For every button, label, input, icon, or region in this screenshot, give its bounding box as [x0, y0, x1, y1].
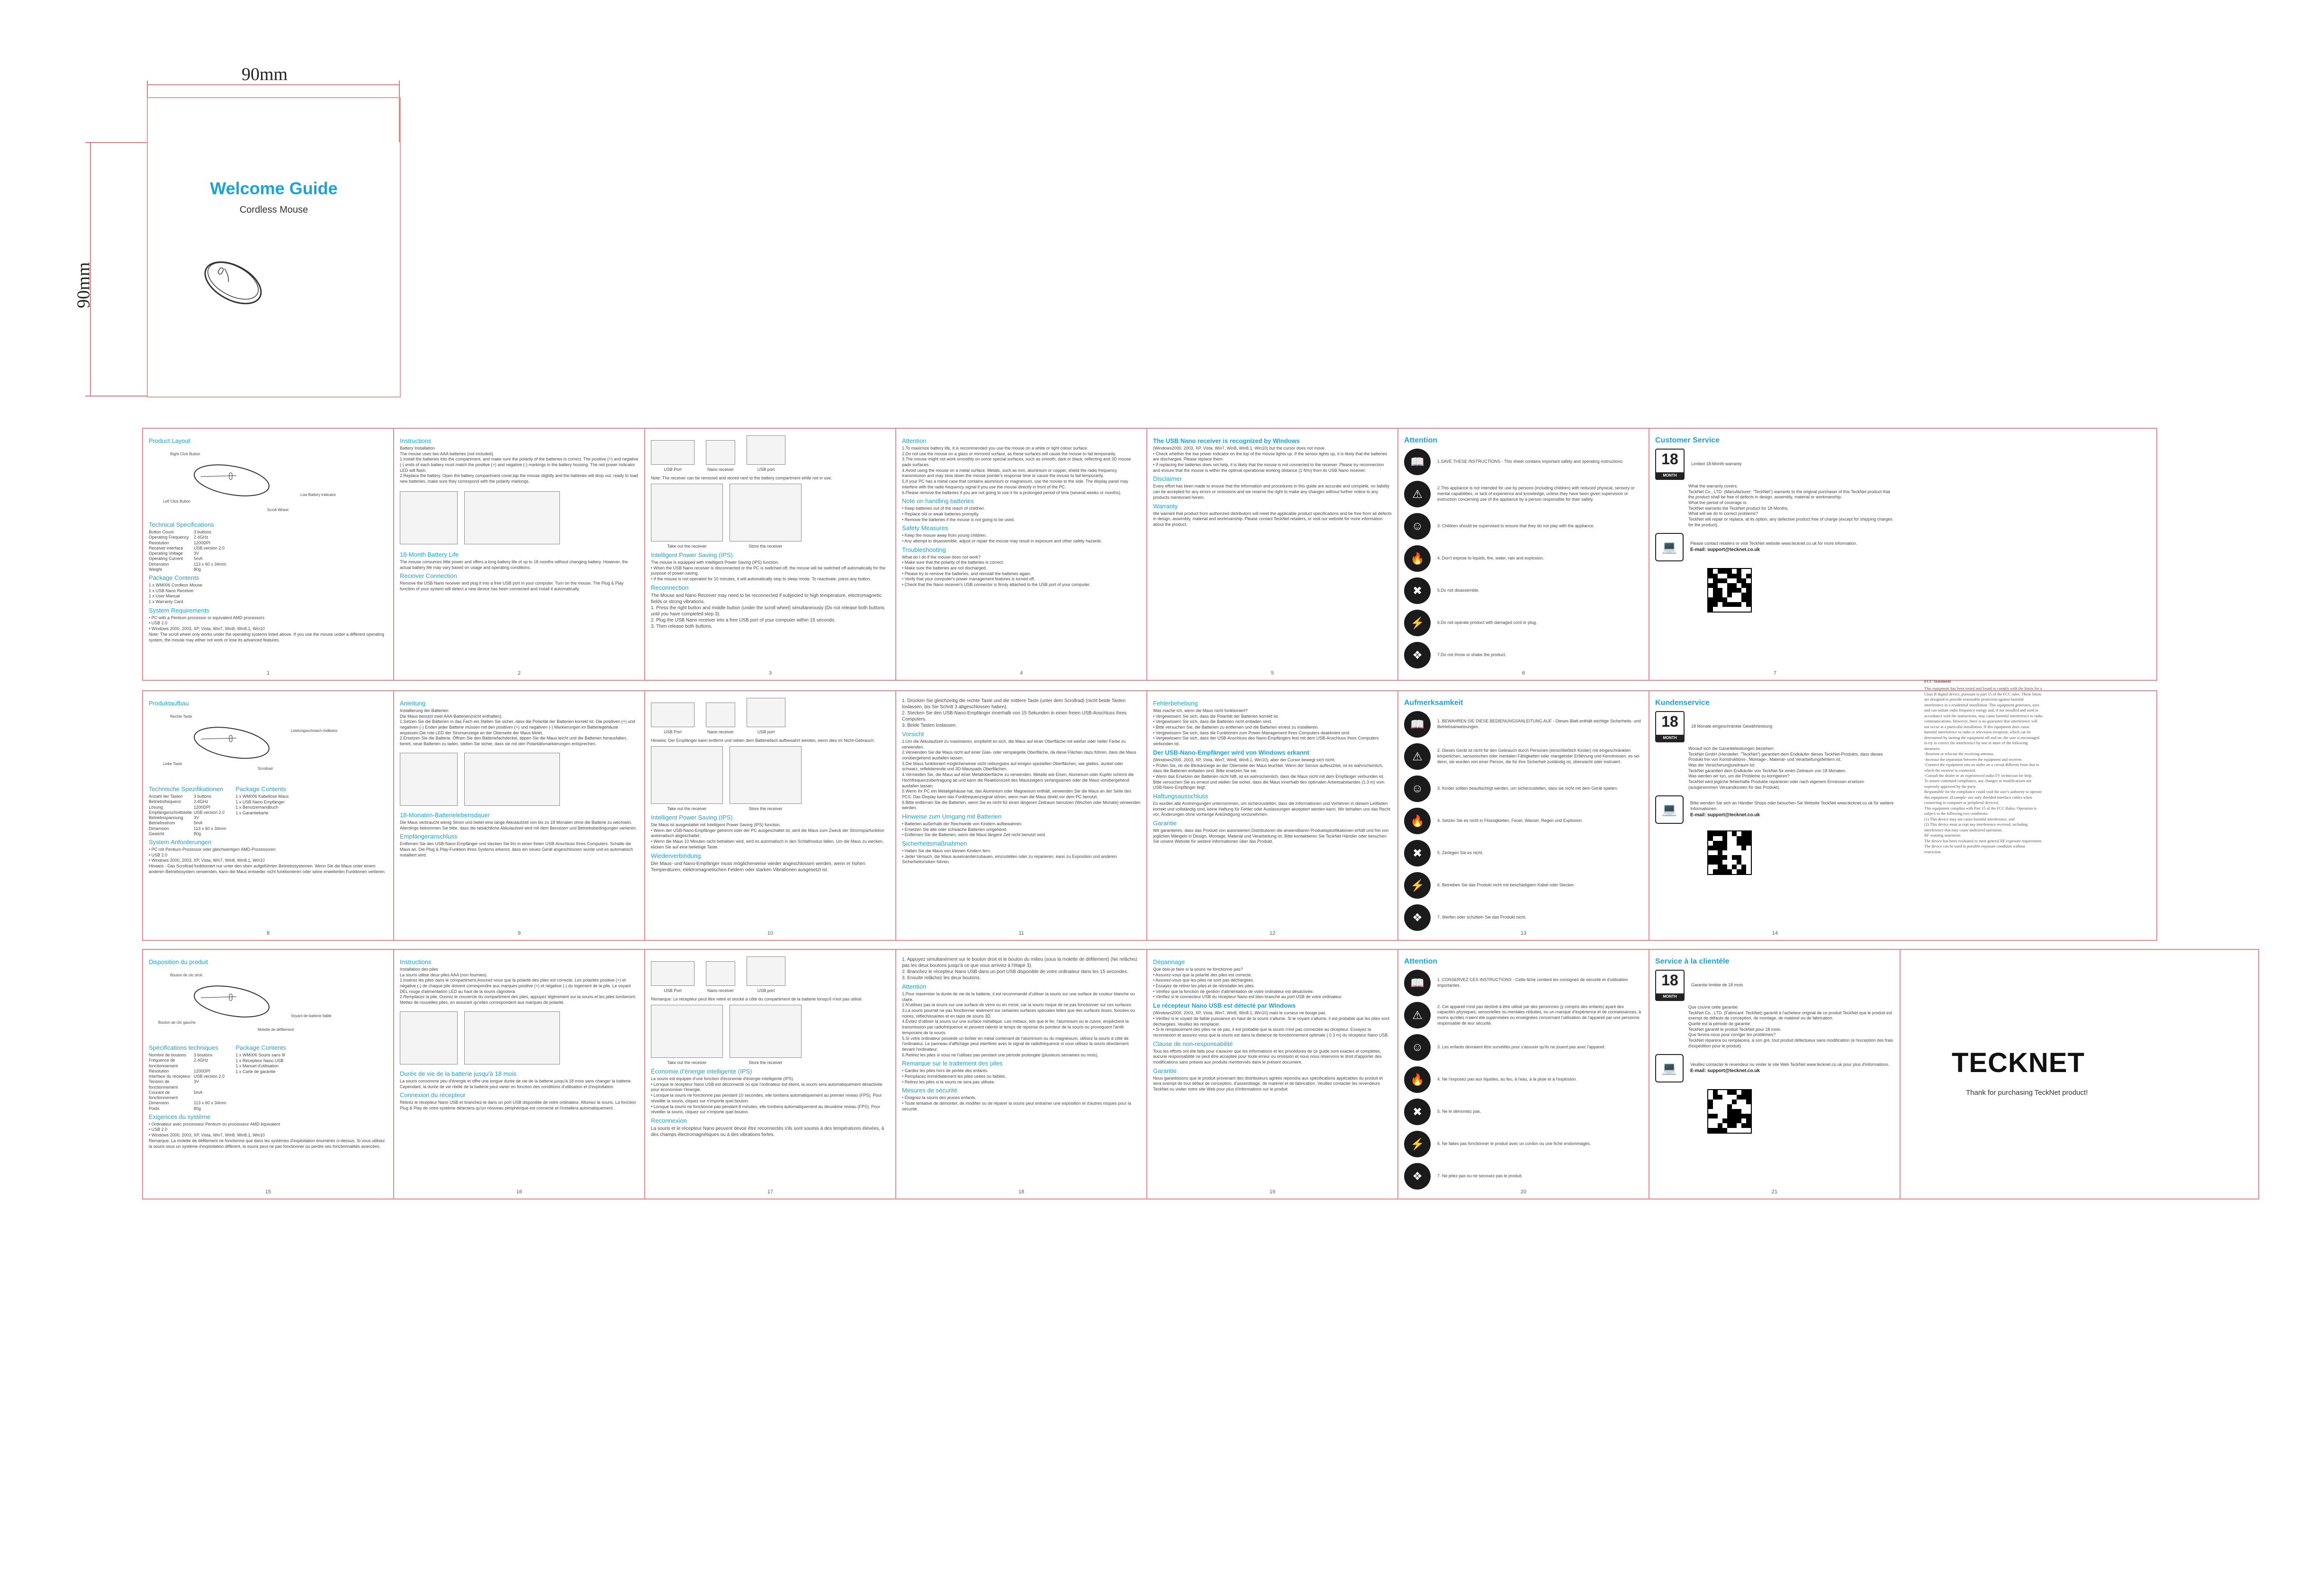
panel-safety-icons — [1398, 429, 1649, 680]
battery-image-2 — [464, 491, 560, 544]
fcc-title: FCC Statement — [1924, 679, 1951, 684]
specs-table: Nombre de boutons 3 boutons Fréquence de fonctionnement 2.4GHz Résolution 1200DPI Interface du récepteur USB version 2.0 Tension de fonctionnement 3V Courant de fonctionnement 5mA Dimension 113 x 60 x 34mm Poids 80g — [149, 1053, 226, 1111]
reconnection-title: Reconnexion — [651, 1117, 687, 1124]
receiver-conn-text: Entfernen Sie den USB-Nano-Empfänger und stecken Sie ihn in einen freien USB-Anschluss Ihres Computers. Schalte die Maus an. Die Plug & Play-Funktion Ihres Systems erkennt, dass ein neues Gerät angeschlossen wurde und es automatisch installiert wird. — [400, 841, 633, 857]
page-number: 20 — [1520, 1189, 1527, 1195]
mouse-top-view — [191, 978, 272, 1025]
safety-items: 📖 1.SAVE THESE INSTRUCTIONS - This sheet contains important safety and operating instructions. ⚠ 2.This appliance is not intended for use by persons (including children) with reduced physical, sensory or mental capabilities, or lack of experience and knowledge, unless they have been given supervision or instruction concerning use of the appliance by a person responsible for their safety. ☺ 3. Children should be supervised to ensure that they do not play with the appliance. 🔥 4. Don't expose to liquids, fire, water, rain and explosion. ✖ 5.Do not disassemble. ⚡ 6.Do not operate product with damaged cord or plug. ❖ 7.Do not throw or shake the product. — [1404, 449, 1643, 668]
package-list: 1 x WM006 Kabellose Maus 1 x USB Nano Empfänger 1 x Benutzerhandbuch 1 x Garantiekarte — [235, 794, 289, 816]
disclaimer-text: Es wurden alle Anstrengungen unternommen, um sicherzustellen, dass die Informationen und Verfahren in diesem Leitfaden korrekt und vollständig sind, keine Haftung für Fehler oder Auslassungen akzeptiert werden kann. Wir behalten uns das Recht vor, Änderungen ohne vorherige Ankündigung vorzunehmen. — [1153, 801, 1390, 817]
height-label: 90mm — [73, 262, 94, 308]
18-month-badge: 18 MONTH — [1655, 711, 1685, 742]
panel-recepteur — [645, 950, 896, 1199]
support-email[interactable]: E-mail: support@tecknet.co.uk — [1690, 1068, 1760, 1073]
page-number: 19 — [1269, 1189, 1276, 1195]
panel-disposition — [143, 950, 394, 1199]
panel-attention-fr — [896, 950, 1147, 1199]
callout-left-click: Left Click Button — [163, 499, 191, 504]
page-number: 4 — [1019, 670, 1023, 676]
warranty-title: Warranty — [1153, 502, 1178, 510]
disclaimer-title: Clause de non-responsabilité — [1153, 1040, 1233, 1047]
produktaufbau-title: Produktaufbau — [149, 700, 189, 707]
instructions-title: Instructions — [400, 437, 432, 444]
no-liquid-fire-icon: 🔥 — [1404, 1066, 1431, 1093]
receiver-images: Take out the receiver Store the receiver — [651, 746, 890, 812]
panel-instructions — [394, 429, 645, 680]
batteries-title: Hinweise zum Umgang mit Batterien — [902, 812, 1002, 820]
recognized-text: (Windows2000, 2003, XP, Vista, Win7, Win8, Win8.1, Win10) but the cursor does not move. • Check whether the low power indicator on the top of the mouse lights up. If the sensor lights up, it is likely that the batteries are discharged. Please replace them. • If replacing the batteries does not help, it is likely that the mouse is not connected to the receiver. Please try reconnection and ensure that the mouse is within the optimal operational working distance (1 ft/m) from its USB Nano receiver. — [1153, 446, 1388, 473]
contact-row: 💻 Bitte wenden Sie sich an Händler Shops oder besuchen Sie Website TeckNet www.tecknet.co.uk für weitere Informationen. E-mail: support@tecknet.co.uk — [1655, 795, 1895, 824]
page-number: 8 — [266, 930, 270, 936]
receiver-conn-title: Receiver Connection — [400, 572, 457, 580]
specs-table: Anzahl der Tasten 3 buttons Betriebsfrequenz 2.4GHz Lösung 1200DPI Empfängerschnittstelle USB version 2.0 Betriebsspannung 3V Betriebsstrom 5mA Dimension 113 x 60 x 34mm Gewicht 80g — [149, 794, 226, 836]
cover-panel — [147, 97, 401, 397]
troubleshooting-title: Troubleshooting — [902, 546, 946, 553]
system-list: • PC with a Pentium processor or equivalent AMD processors • USB 2.0 • Windows 2000, 2003, XP, Vista, Win7, Win8, Win8.1, Win10 Note: The scroll wheel only works under the operating systems listed above. If you use the mouse under a different operating system, the mouse may either not work or lose its advanced features. — [149, 615, 384, 642]
battery-image-1 — [400, 491, 458, 544]
english-row — [142, 428, 2157, 681]
ips-text: Die Maus ist ausgestattet mit Intelligent Power Saving (IPS) function. • Wenn der USB-Nano-Empfänger getrennt oder der PC ausgeschaltet ist, wird die Maus zum Zweck der Stromsparfunktion automatisch abgeschaltet. • Wenn die Maus 10 Minuten nicht betrieben wird, wird es automatisch in den Schlafmodus fallen. Um die Maus zu wecken, klicken Sie auf eine beliebige Taste. — [651, 822, 884, 849]
instructions-title: Instructions — [400, 958, 432, 965]
disclaimer-text: Tous les efforts ont été faits pour s'assurer que les informations et les procédures de ce guide sont exactes et complètes, aucune responsabilité ne peut être acceptée pour toute erreur ou omission et nous nous réservons le droit d'apporter des modifications sans préavis aux produits mentionnés dans le présent document. — [1153, 1048, 1382, 1064]
attention-title: Attention — [902, 437, 927, 444]
receiver-note: Note: The receiver can be removed and stored next to the battery compartment while not in use. — [651, 475, 832, 480]
depannage-title: Dépannage — [1153, 958, 1185, 965]
warranty-badge-row: 18 MONTH Limited 18-Month warranty — [1655, 449, 1895, 480]
warranty-title: Garantie — [1153, 1067, 1177, 1074]
mouse-diagram — [149, 447, 388, 518]
recognized-title: The USB Nano receiver is recognized by Windows — [1153, 437, 1300, 444]
panel-aufmerksamkeit — [1398, 691, 1649, 940]
qr-code — [1707, 830, 1752, 875]
recognized-list: (Windows2000, 2003, XP, Vista, Win7, Win8, Win8.1, Win10) mais le curseur ne bouge pas. • Vérifiez si le voyant de faible puissance en haut de la souris s'allume. Si le voyant s'allume, il est probable que les piles sont déchargées. Veuillez les remplacer. • Si le remplacement des piles ne se pas, il est probable que la souris n'est pas connectée au récepteur. Essayez la reconnexion et assurez-vous que la souris est dans la distance de fonctionnement optimale ( 0.3 m) du récepteur Nano USB. — [1153, 1010, 1389, 1037]
mouse-illustration — [200, 254, 266, 307]
no-throw-icon: ❖ — [1404, 1163, 1431, 1190]
instructions-text: Installation des piles La souris utilise deux piles AAA (non fournies). 1.Insérez les piles dans le compartiment,Assurez-vous que la polarité des piles est correcte. Les polarités positive (+) et négative (-) de chaque pile doivent correspondre aux marques positive (+) et négative (-) du logement de la pile. Le voyant DEL rouge d'alimentation LED au haut de la souris clignotera. 2.Remplacez la pile. Ouvrez le couvercle du compartiment des piles, appuyez légèrement sur la souris et les piles tomberont. Mettez de nouvelles piles, en assurant qu'elles correspondent aux marques de polarité. — [400, 967, 636, 1005]
callout-battery: Leistungsschwach-Indikator — [291, 729, 338, 733]
package-title: Package Contents — [149, 574, 199, 581]
battery-images — [400, 1011, 639, 1064]
anleitung-title: Anleitung — [400, 700, 426, 707]
panel-service-clientele — [1649, 950, 1901, 1199]
usb-diagram: USB Port Nano receiver USB port — [651, 698, 890, 735]
recognized-list: (Windows2000, 2003, XP, Vista, Win7, Win8, Win8.1, Win10), aber der Cursor bewegt sich nicht. • Prüfen Sie, ob die Blinkanzeige an der Oberseite der Maus leuchtet. Wenn der Sensor aufleuchtet, ist es wahrscheinlich, dass die Batterien entladen sind. Bitte ersetzen Sie sie. • Wenn das Ersetzen der Batterien nicht hilft, ist es wahrscheinlich, dass die Maus nicht mit dem Empfänger verbunden ist. Bitte versuchen Sie es erneut und stellen Sie sicher, dass die Maus innerhalb des optimalen Arbeitsabstandes (1.3 m) vom USB-Nano-Empfänger liegt. — [1153, 757, 1385, 790]
batteries-list: • Keep batteries out of the reach of children. • Replace old or weak batteries promptly. • Remove the batteries if the mouse is not going to be used. — [902, 506, 1015, 522]
no-throw-icon: ❖ — [1404, 904, 1431, 931]
depannage-list: Que dois-je faire si la souris ne fonctionne pas? • Assurez-vous que la polarité des piles est correcte. • Assurez-vous que les piles ne sont pas déchargées. • Essayez de retirer les piles et de réinstaller les piles. • Vérifiez que la fonction de gestion d'alimentation de votre ordinateur est désactivée. • Vérifiez si le connecteur USB du récepteur Nano est bien branché au port USB de votre ordinateur. — [1153, 967, 1343, 1000]
page-number: 21 — [1771, 1189, 1778, 1195]
no-throw-icon: ❖ — [1404, 642, 1431, 668]
system-title: System Anforderungen — [149, 839, 212, 846]
damaged-cord-icon: ⚡ — [1404, 610, 1431, 636]
disposition-title: Disposition du produit — [149, 958, 208, 965]
batteries-list: • Batterien außerhalb der Reichweite von Kindern aufbewahren. • Ersetzen Sie alte oder schwache Batterien umgehend. • Entfernen Sie die Batterien, wenn die Maus längere Zeit nicht benutzt wird. — [902, 821, 1046, 838]
cover-title: Welcome Guide — [210, 179, 338, 198]
callout-scroll: Molette de défilement — [258, 1028, 294, 1032]
receiver-conn-title: Connexion du récepteur — [400, 1091, 466, 1099]
person-warning-icon: ⚠ — [1404, 743, 1431, 770]
attention-icons-title: Attention — [1404, 436, 1438, 444]
panel-produktaufbau — [143, 691, 394, 940]
panel-kundenservice — [1649, 691, 1901, 940]
mouse-top-view — [191, 719, 272, 766]
page-number: 18 — [1018, 1189, 1025, 1195]
computer-icon: 💻 — [1655, 1054, 1684, 1082]
attention-title: Attention — [902, 983, 927, 990]
disclaimer-text: Every effort has been made to ensure that the information and procedures in this guide are accurate and complete, no liability can be accepted for any errors or omissions and we reserve the right to make any changes without further notice to any products mentioned herein. — [1153, 484, 1390, 500]
panel-recognized — [1147, 429, 1398, 680]
battery-life-title: 18-Monaten-Batterielebensdauer — [400, 811, 490, 819]
battery-life-text: Die Maus verbraucht wenig Strom und bietet eine lange Akkulaufzeit von bis zu 18 Monaten ohne die Batterie zu wechseln. Allerdings bekommen Sie bitte, dass die tatsächliche Akkulaufzeit wird mit dem Benutzerr und Betriebsbedingungen variieren. — [400, 820, 637, 830]
page-number: 7 — [1773, 670, 1777, 676]
specs-title: Technische Spezifikationen — [149, 785, 223, 793]
safety-title: Mesures de sécurité — [902, 1087, 958, 1094]
attention-icons-title: Attention — [1404, 957, 1438, 965]
specs-table: Button Count 3 buttons Operating Frequency 2.4GHz Resolution 1200DPI Receiver interface USB version 2.0 Operating Voltage 3V Operating Current 5mA Dimension 113 x 60 x 34mm Weight 80g — [149, 530, 226, 572]
ips-text: La souris est équipée d'une fonction d'économie d'énergie intelligente (IPS). • Lorsque le récepteur Nano USB est déconnecté ou que l'ordinateur est éteint, la souris sera automatiquement désactivée pour économiser l'énergie. • Lorsque la souris ne fonctionne pas pendant 10 secondes, elle tombera automatiquement au premier niveau (FPS). Pour réveiller la souris, cliquez sur n'importe quel bouton. • Lorsque la souris ne fonctionne pas pendant 8 minutes, elle tombera automatiquement au deuxième niveau (FPS). Pour réveiller la souris, cliquez sur n'importe quel bouton. — [651, 1076, 883, 1115]
page-number: 6 — [1522, 670, 1525, 676]
disclaimer-title: Disclaimer — [1153, 475, 1182, 483]
safety-list: • Éloignez la souris des jeunes enfants. • Toute tentative de démonter, de modifier ou de réparer la souris peut entraîner une exposition et d'autres risques pour la sécurité. — [902, 1095, 1131, 1111]
no-disassemble-icon: ✖ — [1404, 1099, 1431, 1125]
warranty-text: We warrant that product from authorized distributors will meet the applicable product specifications and be free from all defects in design, assembly, material and workmanship. Please contact TeckNet retailers, or visit our website for more information about the product. — [1153, 511, 1392, 527]
instructions-text: Battery Installation The mouse uses two AAA batteries (not included). 1.Install the batteries into the compartment, and make sure the polarity of the batteries is correct. The positive (+) and negative (-) ends of each battery must match the positive (+) and negative (-) markings in the battery housing. The red power indicator LED will flash. 2.Replace the battery. Open the battery compartment cover,tap the mouse slightly and the batteries will drop out, ready to load new batteries, make sure they correspond with the polarity markings. — [400, 446, 639, 484]
warranty-text: Nous garantissons que le produit provenant des distributeurs agréés répondra aux spécifications applicables du produit et sera exempt de tout défaut de conception, d'assemblage, de matériel et de fabrication. Veuillez contacter les revendeurs TeckNet ou visiter notre site Web pour plus d'informations sur le produit. — [1153, 1075, 1383, 1091]
page-number: 14 — [1772, 930, 1778, 936]
no-liquid-fire-icon: 🔥 — [1404, 808, 1431, 834]
specs-title: Technical Specifications — [149, 521, 215, 528]
service-clientele-title: Service à la clientèle — [1655, 957, 1730, 965]
panel-empfaenger — [645, 691, 896, 940]
page-number: 12 — [1269, 930, 1276, 936]
computer-icon: 💻 — [1655, 795, 1684, 824]
cover-subtitle: Cordless Mouse — [239, 205, 308, 215]
panel-anleitung — [394, 691, 645, 940]
page-number: 15 — [265, 1189, 271, 1195]
receiver-note: Remarque: Le récepteur peut être retiré et stocké à côté du compartiment de la batterie lorsqu'il n'est pas utilisé. — [651, 996, 863, 1001]
warranty-badge-row: 18 MONTH Garantie limitée de 18 mois — [1655, 970, 1894, 1001]
manual-icon: 📖 — [1404, 711, 1431, 738]
safety-title: Sicherheitsmaßnahmen — [902, 840, 967, 847]
battery-life-text: La souris consomme peu d'énergie et offre une longue durée de vie de la batterie jusqu'à 18 mois sans changer la batterie. Cependant, la durée de vie réelle de la batterie peut varier en fonction des conditions d'utilisation et d'exploitation. — [400, 1078, 632, 1089]
reconnection-text: The Mouse and Nano Receiver may need to be reconnected if subjected to high temperature, electromagnetic fields or strong vibrations. 1. Press the right button and middle button (under the scroll wheel) simultaneously (Do not release both buttons until you have completed step 3). 2. Plug the USB Nano receiver into a free USB port of your computer within 15 seconds. 3. Then release both buttons. — [651, 593, 885, 629]
page-number: 9 — [517, 930, 521, 936]
callout-left: Linke Taste — [163, 762, 182, 766]
page-number: 16 — [516, 1189, 523, 1195]
attention-list: 1.Pour maximiser la durée de vie de la batterie, il est recommandé d'utiliser la souris sur une surface de couleur blanche ou claire. 2.N'utilisez pas la souris sur une surface de verre ou en miroir, car la souris risque de ne pas fonctionner sur ces surfaces. 3.La souris pourrait ne pas fonctionner aisément sur certaines surfaces spéciales telles que des surfaces lisses, foncées ou noires, réfléchissantes et en tapis de souris 3D. 4.Évitez d'utiliser la souris sur une surface métallique. Les métaux, tels que le fer, l'aluminium ou le cuivre, empêchent la transmission par radiofréquence et peuvent ralentir le temps de réponse du pointeur de la souris ou provoquent l'arrêt temporaire de la souris. 5.Si votre ordinateur possède un boîtier en métal contenant de l'aluminium ou du magnésium, utilisez la souris à côté de l'ordinateur. Le panneau d'affichage peut interférer avec le signal de radiofréquence si vous utilisez la souris directement devant l'ordinateur. 6.Retirez les piles si vous ne l'utilisez pas pendant une période prolongée (plusieurs semaines ou mois). — [902, 992, 1135, 1057]
page-number: 17 — [767, 1189, 774, 1195]
receiver-conn-title: Empfängeranschluss — [400, 833, 458, 840]
safety-items: 📖 1. CONSERVEZ CES INSTRUCTIONS - Cette fiche contient les consignes de sécurité et d'utilisation importantes. ⚠ 2. Cet appareil n'est pas destiné à être utilisé par des personnes (y compris des enfants) ayant des capacités physiques, sensorielles ou mentales réduites, ou un manque d'expérience et de connaissances, à moins qu'elles n'aient été supervisées ou enseignées concernant l'utilisation de l'appareil par une personne responsable de leur sécurité. ☺ 3. Les enfants devraient être surveillés pour s'assurer qu'ils ne jouent pas avec l'appareil. 🔥 4. Ne l'exposez pas aux liquides, au feu, à l'eau, à la pluie et à l'explosion. ✖ 5. Ne le démontez pas. ⚡ 6. Ne faites pas fonctionner le produit avec un cordon ou une fiche endommagés. ❖ 7. Ne jetez pas ou ne secouez pas le produit. — [1404, 970, 1643, 1190]
fcc-statement: FCC Statement This equipment has been tested and found to comply with the limits for a Class B digital device, pursuant to part 15 of the FCC rules. These limits are designed to provide reasonable protection against harmful interference in a residential installation. This equipment generates, uses and can radiate radio frequency energy and, if not installed and used in accordance with the instructions, may cause harmful interference to radio communications. However, there is no guarantee that interference will not occur in a particular installation. If this equipment does cause harmful interference to radio or television reception, which can be determined by turning the equipment off and on, the user is encouraged to try to correct the interference by one or more of the following measures: -Reorient or relocate the receiving antenna. -Increase the separation between the equipment and receiver. -Connect the equipment into an outlet on a circuit different from that to which the receiver is connected. -Consult the dealer or an experienced radio/TV technician for help. To assure continued compliance, any changes or modifications not expressly approved by the party. Responsible for the compliance could void the user's authority to operate this equipment. (Example- use only shielded interface cables when connecting to computer or peripheral devices) This equipment complies with Part 15 of the FCC Rules. Operation is subject to the following two conditions: (1) This device may not cause harmful interference, and (2) This device must accept any interference received, including interference that may cause undesired operation. RF warning statement: The device has been evaluated to meet general RF exposure requirement. The device can be used in portable exposure condition without restriction. — [1924, 679, 2043, 854]
mouse-top-view — [191, 457, 272, 504]
manual-icon: 📖 — [1404, 970, 1431, 996]
batteries-title: Note on handling batteries — [902, 497, 974, 505]
ips-text: The mouse is equipped with Intelligent Power Saving (IPS) function. • When the USB Nano receiver is disconnected or the PC is switched off, the mouse will be switched off automatically for the purpose of power-saving. • If the mouse is not operated for 10 minutes, it will automatically stop to sleep mode. To reactivate, press any button. — [651, 560, 886, 582]
product-layout-title: Product Layout — [149, 437, 190, 444]
callout-battery: Voyant de batterie faible — [291, 1014, 332, 1018]
battery-life-text: The mouse consumes little power and offers a long battery life of up to 18 months without changing battery. However, the actual battery life may vary based on usage and operating conditions. — [400, 559, 628, 570]
system-title: Exigences du système — [149, 1113, 211, 1120]
panel-depannage — [1147, 950, 1398, 1199]
callout-scroll-wheel: Scroll Wheel — [267, 508, 288, 512]
support-email[interactable]: E-mail: support@tecknet.co.uk — [1690, 812, 1760, 818]
page-number: 11 — [1018, 930, 1024, 936]
page-number: 10 — [767, 930, 774, 936]
callout-scroll: Scrollrad — [258, 766, 273, 771]
system-list: • Ordinateur avec processeur Pentium ou processeur AMD équivalent • USB 2.0 • Windows 2000, 2003, XP, Vista, Win7, Win8, Win8.1, Win10 Remarque: La molette de défilement ne fonctionne que dans les systèmes d'exploitation énumérés ci-dessus. Si vous utilisez la souris sous un système d'exploitation différent, la souris peut ne pas fonctionner ou perdre ses fonctionnalités avancées. — [149, 1121, 385, 1149]
warranty-details: Que couvre cette garantie: TeckNet Co., LTD. (Fabricant: TeckNet) garantit à l'acheteur original de ce produit TeckNet que le produit est exempt de défauts de conception, de montage, de matériel ou de fabrication. Quelle est la période de garantie: TeckNet garantit le produit TeckNet pour 18 mois. Que ferons-nous pour corriger les problèmes? TeckNet réparera ou remplacera, à son gré, tout produit défectueux sans modification (à l'exception des frais d'expédition pour le produit). — [1688, 1005, 1893, 1048]
safety-items: 📖 1. BEWAHREN SIE DIESE BEDIENUNGSANLEITUNG AUF - Dieses Blatt enthält wichtige Sicherheits- und Betriebsanweisungen. ⚠ 2. Dieses Gerät ist nicht für den Gebrauch durch Personen (einschließlich Kinder) mit eingeschränkten körperlichen, sensorischen oder mentalen Fähigkeiten oder mangelnder Erfahrung und Kenntnissen, es sei denn, sie wurden von einer Person, die für ihre Sicherheit zuständig ist, überwacht oder instruiert. ☺ 3. Kinder sollten beaufsichtigt werden, um sicherzustellen, dass sie nicht mit dem Gerät spielen. 🔥 4. Setzen Sie es nicht in Flüssigkeiten, Feuer, Wasser, Regen und Explosion. ✖ 5. Zerlegen Sie es nicht. ⚡ 6. Betreiben Sie das Produkt nicht mit beschädigtem Kabel oder Stecker. ❖ 7. Werfen oder schütteln Sie das Produkt nicht. — [1404, 711, 1643, 931]
system-title: System Requirements — [149, 606, 209, 614]
receiver-conn-text: Retirez le récepteur Nano USB et branchez-le dans un port USB disponible de votre ordinateur. Allumez la souris. La fonction Plug & Play de votre système détectera qu'un nouveau périphérique est connecté et l'installera automatiquement. — [400, 1100, 636, 1110]
french-row — [142, 949, 2259, 1199]
receiver-images: Take out the receiver Store the receiver — [651, 484, 890, 550]
reconnection-steps: 1. Drücken Sie gleichzeitig die rechte Taste und die mittlere Taste (unter dem Scrollrad) (nicht beide Tasten loslassen, bis Sie Schritt 3 abgeschlossen haben). 2. Stecken Sie den USB-Nano-Empfänger innerhalb von 15 Sekunden in einen freien USB-Anschluss Ihres Computers. 3. Beide Tasten loslassen. — [902, 698, 1127, 728]
batteries-list: • Gardez les piles hors de portée des enfants. • Remplacez immédiatement les piles usées ou faibles. • Retirez les piles si la souris ne sera pas utilisée. — [902, 1068, 1006, 1084]
page-number: 13 — [1520, 930, 1527, 936]
qr-code — [1707, 568, 1752, 613]
mouse-diagram — [149, 968, 388, 1039]
damaged-cord-icon: ⚡ — [1404, 872, 1431, 899]
page-number: 1 — [266, 670, 270, 676]
safety-title: Safety Measures — [902, 524, 948, 532]
safety-list: • Halten Sie die Maus von kleinen Kindern fern. • Jeder Versuch, die Maus auseinanderzubauen, einzustellen oder zu reparieren, kann zu Exposition und anderen Sicherheitsrisiken führen. — [902, 848, 1117, 865]
reconnection-title: Reconnection — [651, 584, 689, 591]
contact-row: 💻 Veuillez contacter le revendeur ou visiter le site Web TeckNet www.tecknet.co.uk pour plus d'informations. E-mail: support@tecknet.co.uk — [1655, 1054, 1894, 1082]
ips-title: Économie d'énergie intelligente (IPS) — [651, 1068, 752, 1075]
panel-instructions-fr — [394, 950, 645, 1199]
package-list: 1 x WM006 Souris sans fil 1 x Récepteur Nano USB 1 x Manuel d'utilisation 1 x Carte de garantie — [235, 1053, 285, 1074]
receiver-images: Take out the receiver Store the receiver — [651, 1005, 890, 1066]
package-title: Package Contents — [235, 1044, 286, 1051]
tecknet-logo: TECKNET — [1952, 1047, 2085, 1078]
callout-right: Rechte Taste — [170, 714, 192, 719]
warranty-badge-row: 18 MONTH 18 Monate eingeschränkte Gewährleistung — [1655, 711, 1895, 742]
customer-service-title: Customer Service — [1655, 436, 1720, 444]
reconnection-text: La souris et le récepteur Nano peuvent devoir être reconnectés s'ils sont soumis à des températures élevées, à des champs électromagnétiques ou à des vibrations fortes. — [651, 1126, 884, 1137]
warranty-details: Worauf sich die Garantieleistungen beziehen: TeckNet GmbH (Hersteller: "TeckNet") garantiert dem Endkäufer dieses TeckNet-Produkts, dass dieses Produkt frei von Konstruktions-, Montage-, Material- und Verarbeitungsfehlern ist. Was der Versicherungszeitraum ist: TeckNet garantiert dem Endkäufer von TeckNet für einen Zeitraum von 18 Monaten. Was werden wir tun, um die Probleme zu korrigieren? TeckNet wird jegliche fehlerhafte Produkte reparieren oder nach eigenem Ermessen ersetzen (ausgenommen Versandkosten für das Produkt). — [1688, 746, 1883, 790]
receiver-note: Hinweis: Der Empfänger kann entfernt und neben dem Batteriefach aufbewahrt werden, wenn dies im Nicht-Gebrauch. — [651, 738, 875, 743]
callout-right: Bouton de clic droit — [170, 973, 203, 977]
qr-code — [1707, 1089, 1752, 1134]
support-email[interactable]: E-mail: support@tecknet.co.uk — [1690, 547, 1760, 552]
battery-life-title: Durée de vie de la batterie jusqu'à 18 mois — [400, 1070, 517, 1077]
warranty-title: Garantie — [1153, 820, 1177, 827]
page-number: 5 — [1271, 670, 1274, 676]
specs-title: Spécifications techniques — [149, 1044, 218, 1051]
panel-customer-service — [1649, 429, 1901, 680]
no-disassemble-icon: ✖ — [1404, 577, 1431, 604]
person-warning-icon: ⚠ — [1404, 481, 1431, 507]
safety-list: • Keep the mouse away from young children. • Any attempt to disassemble, adjust or repair the mouse may result in exposure and other safety hazards. — [902, 533, 1102, 543]
page-number: 3 — [768, 670, 772, 676]
callout-left: Bouton de clic gauche — [158, 1020, 196, 1025]
contact-row: 💻 Please contact retailers or visit TeckNet website www.tecknet.co.uk for more information. E-mail: support@tecknet.co.uk — [1655, 533, 1895, 561]
child-icon: ☺ — [1404, 775, 1431, 802]
panel-attention — [896, 429, 1147, 680]
no-disassemble-icon: ✖ — [1404, 840, 1431, 866]
batteries-title: Remarque sur le traitement des piles — [902, 1060, 1003, 1067]
computer-icon: 💻 — [1655, 533, 1684, 561]
battery-life-title: 18-Month Battery Life — [400, 550, 459, 558]
panel-receiver — [645, 429, 896, 680]
kundenservice-title: Kundenservice — [1655, 699, 1710, 707]
anleitung-text: Installierung der Batterien Die Maus benutzt zwei AAA-Batterien(nicht enthalten). 1.Setzen Sie die Batterien in das Fach ein.Stellen Sie sicher, dass die Polarität der Batterien korrekt ist. Die positiven (+) und negativen (-) Enden jeder Batterie müssen mit den positiven (+) und negativen (-) Markierungen im Batteriegehäuse anpassen.Die rote LED der Stromanzeige an der Oberseite der Maus blinkt. 2.Ersetzen Sie die Batterie. Öffnen Sie den Batteriefachdeckel, tippen Sie die Maus leicht und die Batterien herausfallen, bereit, neue Batterien zu laden, stellen Sie sicher, dass sie mit den Polaritätsmarkierungen entsprechen. — [400, 708, 635, 747]
package-title: Package Contents — [235, 785, 286, 793]
panel-product-layout — [143, 429, 394, 680]
german-row — [142, 690, 2157, 941]
18-month-badge: 18 MONTH — [1655, 449, 1685, 480]
battery-images — [400, 753, 639, 806]
panel-vorsicht — [896, 691, 1147, 940]
battery-images — [400, 491, 639, 544]
usb-diagram: USB Port Nano receiver USB port — [651, 435, 890, 473]
ips-title: Intelligent Power Saving (IPS) — [651, 551, 733, 559]
no-liquid-fire-icon: 🔥 — [1404, 545, 1431, 572]
receiver-conn-text: Remove the USB Nano receiver and plug it into a free USB port in your computer. Turn on the mouse. The Plug & Play function of your system will detect a new device has been connected and install it automatically. — [400, 581, 624, 591]
width-label: 90mm — [242, 64, 288, 84]
damaged-cord-icon: ⚡ — [1404, 1131, 1431, 1157]
troubleshooting-list: What do I do if the mouse does not work? • Make sure that the polarity of the batteries is correct. • Make sure the batteries are not discharged. • Please try to remove the batteries, and reinstall the batteries again. • Verify that your computer's power management features is turned off. • Check that the Nano receiver's USB connector is firmly attached to the USB port of your computer. — [902, 554, 1090, 587]
package-list: 1 x WM006 Cordless Mouse 1 x USB Nano Receiver 1 x User Manual 1 x Warranty Card — [149, 583, 203, 604]
vorsicht-title: Vorsicht — [902, 730, 924, 738]
panel-fehlerbehebung — [1147, 691, 1398, 940]
reconnection-text: Der Maus- und Nano-Empfänger muss möglicherweise wieder angeschlossen werden, wenn er hohen Temperaturen, elektromagnetischen Feldern oder starken Vibrationen ausgesetzt ist. — [651, 861, 865, 873]
usb-diagram: USB Port Nano receiver USB port — [651, 956, 890, 994]
ips-title: Intelligent Power Saving (IPS) — [651, 814, 733, 821]
warranty-text: Wir garantieren, dass das Produkt von autorisierten Distributoren die anwendbaren Produktspezifikationen erfüllt und frei von jeglichen Mängeln in Design, Montage, Material und Verarbeitung ist. Bitte kontaktieren Sie TeckNet Händler oder besuchen Sie unsere Website für weitere Informationen über das Produkt. — [1153, 828, 1389, 844]
child-icon: ☺ — [1404, 1034, 1431, 1061]
callout-low-battery: Low Battery Indicator — [300, 493, 336, 497]
fehlerbehebung-list: Was mache ich, wenn die Maus nicht funktioniert? • Vergewissern Sie sich, dass die Polarität der Batterien korrekt ist. • Vergewissern Sie sich, dass die Batterien nicht entladen sind. • Bitte versuchen Sie, die Batterien zu entfernen und die Batterien erneut zu installieren. • Vergewissern Sie sich, dass die Funktionen zum Power-Management Ihres Computers deaktiviert sind. • Vergewissern Sie sich, dass der USB-Anschluss des Nano-Empfängers fest mit dem USB-Anschluss Ihres Computers verbunden ist. — [1153, 708, 1379, 747]
mouse-diagram — [149, 710, 388, 781]
tecknet-tagline: Thank for purchasing TeckNet product! — [1966, 1089, 2088, 1097]
disclaimer-title: Haftungsausschluss — [1153, 792, 1208, 800]
attention-list: 1.To maximize battery life, it is recommended you use the mouse on a white or light colour surface. 2.Do not use the mouse on a glass or mirrored surface, as these surfaces will cause the mouse to fail temporarily. 3.The mouse might not work smoothly on some special surfaces, such as smooth, dark or black, reflecting and 3D mouse pads surfaces. 4.Avoid using the mouse on a metal surface. Metals, such as iron, aluminium or copper, shield the radio frequency transmission and may slow down the mouse pointer's response time or cause the mouse to fail temporarily. 5.If your PC has a metal case that contains aluminium or magnesium, use the mouse to the side. The display panel may interfere with the radio frequency signal if you use the mouse directly in front of the PC. 6.Please remove the batteries if you are not going to use it for a prolonged period of time (several weeks or months). — [902, 446, 1131, 495]
aufmerksamkeit-title: Aufmerksamkeit — [1404, 699, 1463, 707]
manual-icon: 📖 — [1404, 449, 1431, 475]
page-number: 2 — [517, 670, 521, 676]
panel-attention-icons-fr — [1398, 950, 1649, 1199]
recognized-title: Le récepteur Nano USB est détecté par Windows — [1153, 1002, 1296, 1010]
child-icon: ☺ — [1404, 513, 1431, 540]
person-warning-icon: ⚠ — [1404, 1002, 1431, 1028]
callout-right-click: Right Click Button — [170, 452, 200, 456]
warranty-details: What the warranty covers: TeckNet Co., LTD. (Manufacturer: "TeckNet") warrants to the original purchaser of this TeckNet product that the product shall be free of defects in design, assembly, material or workmanship. What the period of coverage is: TeckNet warrants the TeckNet product for 18 Months. What will we do to correct problems? TeckNet will repair or replace, at its option, any defective product free of charge (except for shipping charges for the product). — [1688, 484, 1892, 527]
fehlerbehebung-title: Fehlerbehebung — [1153, 700, 1198, 707]
18-month-badge: 18 MONTH — [1655, 970, 1685, 1001]
reconnection-title: Wiederverbindung — [651, 852, 701, 859]
reconnection-steps: 1. Appuyez simultanément sur le bouton droit et le bouton du milieu (sous la molette de défilement) (Ne relâchez pas les deux boutons jusqu'à ce que vous arriviez à l'étape 3). 2. Branchez le récepteur Nano USB dans un port USB disponible de votre ordinateur dans les 15 secondes. 3. Ensuite relâchez les deux boutons. — [902, 957, 1137, 981]
system-list: • PC mit Pentium-Prozessor oder gleichwertigen AMD-Prozessoren • USB 2.0 • Windows 2000, 2003, XP, Vista, Win7, Win8, Win8.1, Win10 Hinweis - Das Scrollrad funktioniert nur unter den oben aufgeführten Betriebssystemen. Wenn Sie die Maus unter einem anderen Betriebssystem verwenden, kann die Maus entweder nicht funktionieren oder seine erweiterten Funktionen verlieren. — [149, 847, 386, 874]
recognized-title: Der USB-Nano-Empfänger wird von Windows erkannt — [1153, 748, 1309, 756]
vorsicht-list: 1.Um die Akkulaufzeit zu maximieren, empfiehlt es sich, die Maus auf einer Oberfläche mit weißer oder heller Farbe zu verwenden. 2.Verwenden Sie die Maus nicht auf einer Glas- oder verspiegelte Oberfläche, da diese Flächen dazu führen, dass die Maus vorübergehend ausfallen lassen. 3.Die Maus funktioniert möglicherweise nicht reibungslos auf einigen speziellen Oberflächen, wie glattes, dunkel oder schwarz, reflektierende und 3D-Mauspads Oberflächen. 4.Vermeiden Sie, die Maus auf einer Metalloberfläche zu verwenden. Metalle wie Eisen, Aluminium oder Kupfer schirmt die Hochfrequenzübertragung ab und kann die Reaktionszeit des Mauszeigers verlangsamen oder die Maus vorübergehend ausfallen lassen. 5.Wenn Ihr PC ein Metallgehäuse hat, das Aluminium oder Magnesium enthält, verwenden Sie die Maus an der Seite des PCS. Das Display kann das Funkfrequenzsignal stören, wenn man die Maus direkt vor dem PC benutzt. 6.Bitte entfernen Sie die Batterien, wenn Sie es nicht für einen längeren Zeitraum benutzen (Wochen oder Monate) verwenden werden. — [902, 739, 1141, 811]
